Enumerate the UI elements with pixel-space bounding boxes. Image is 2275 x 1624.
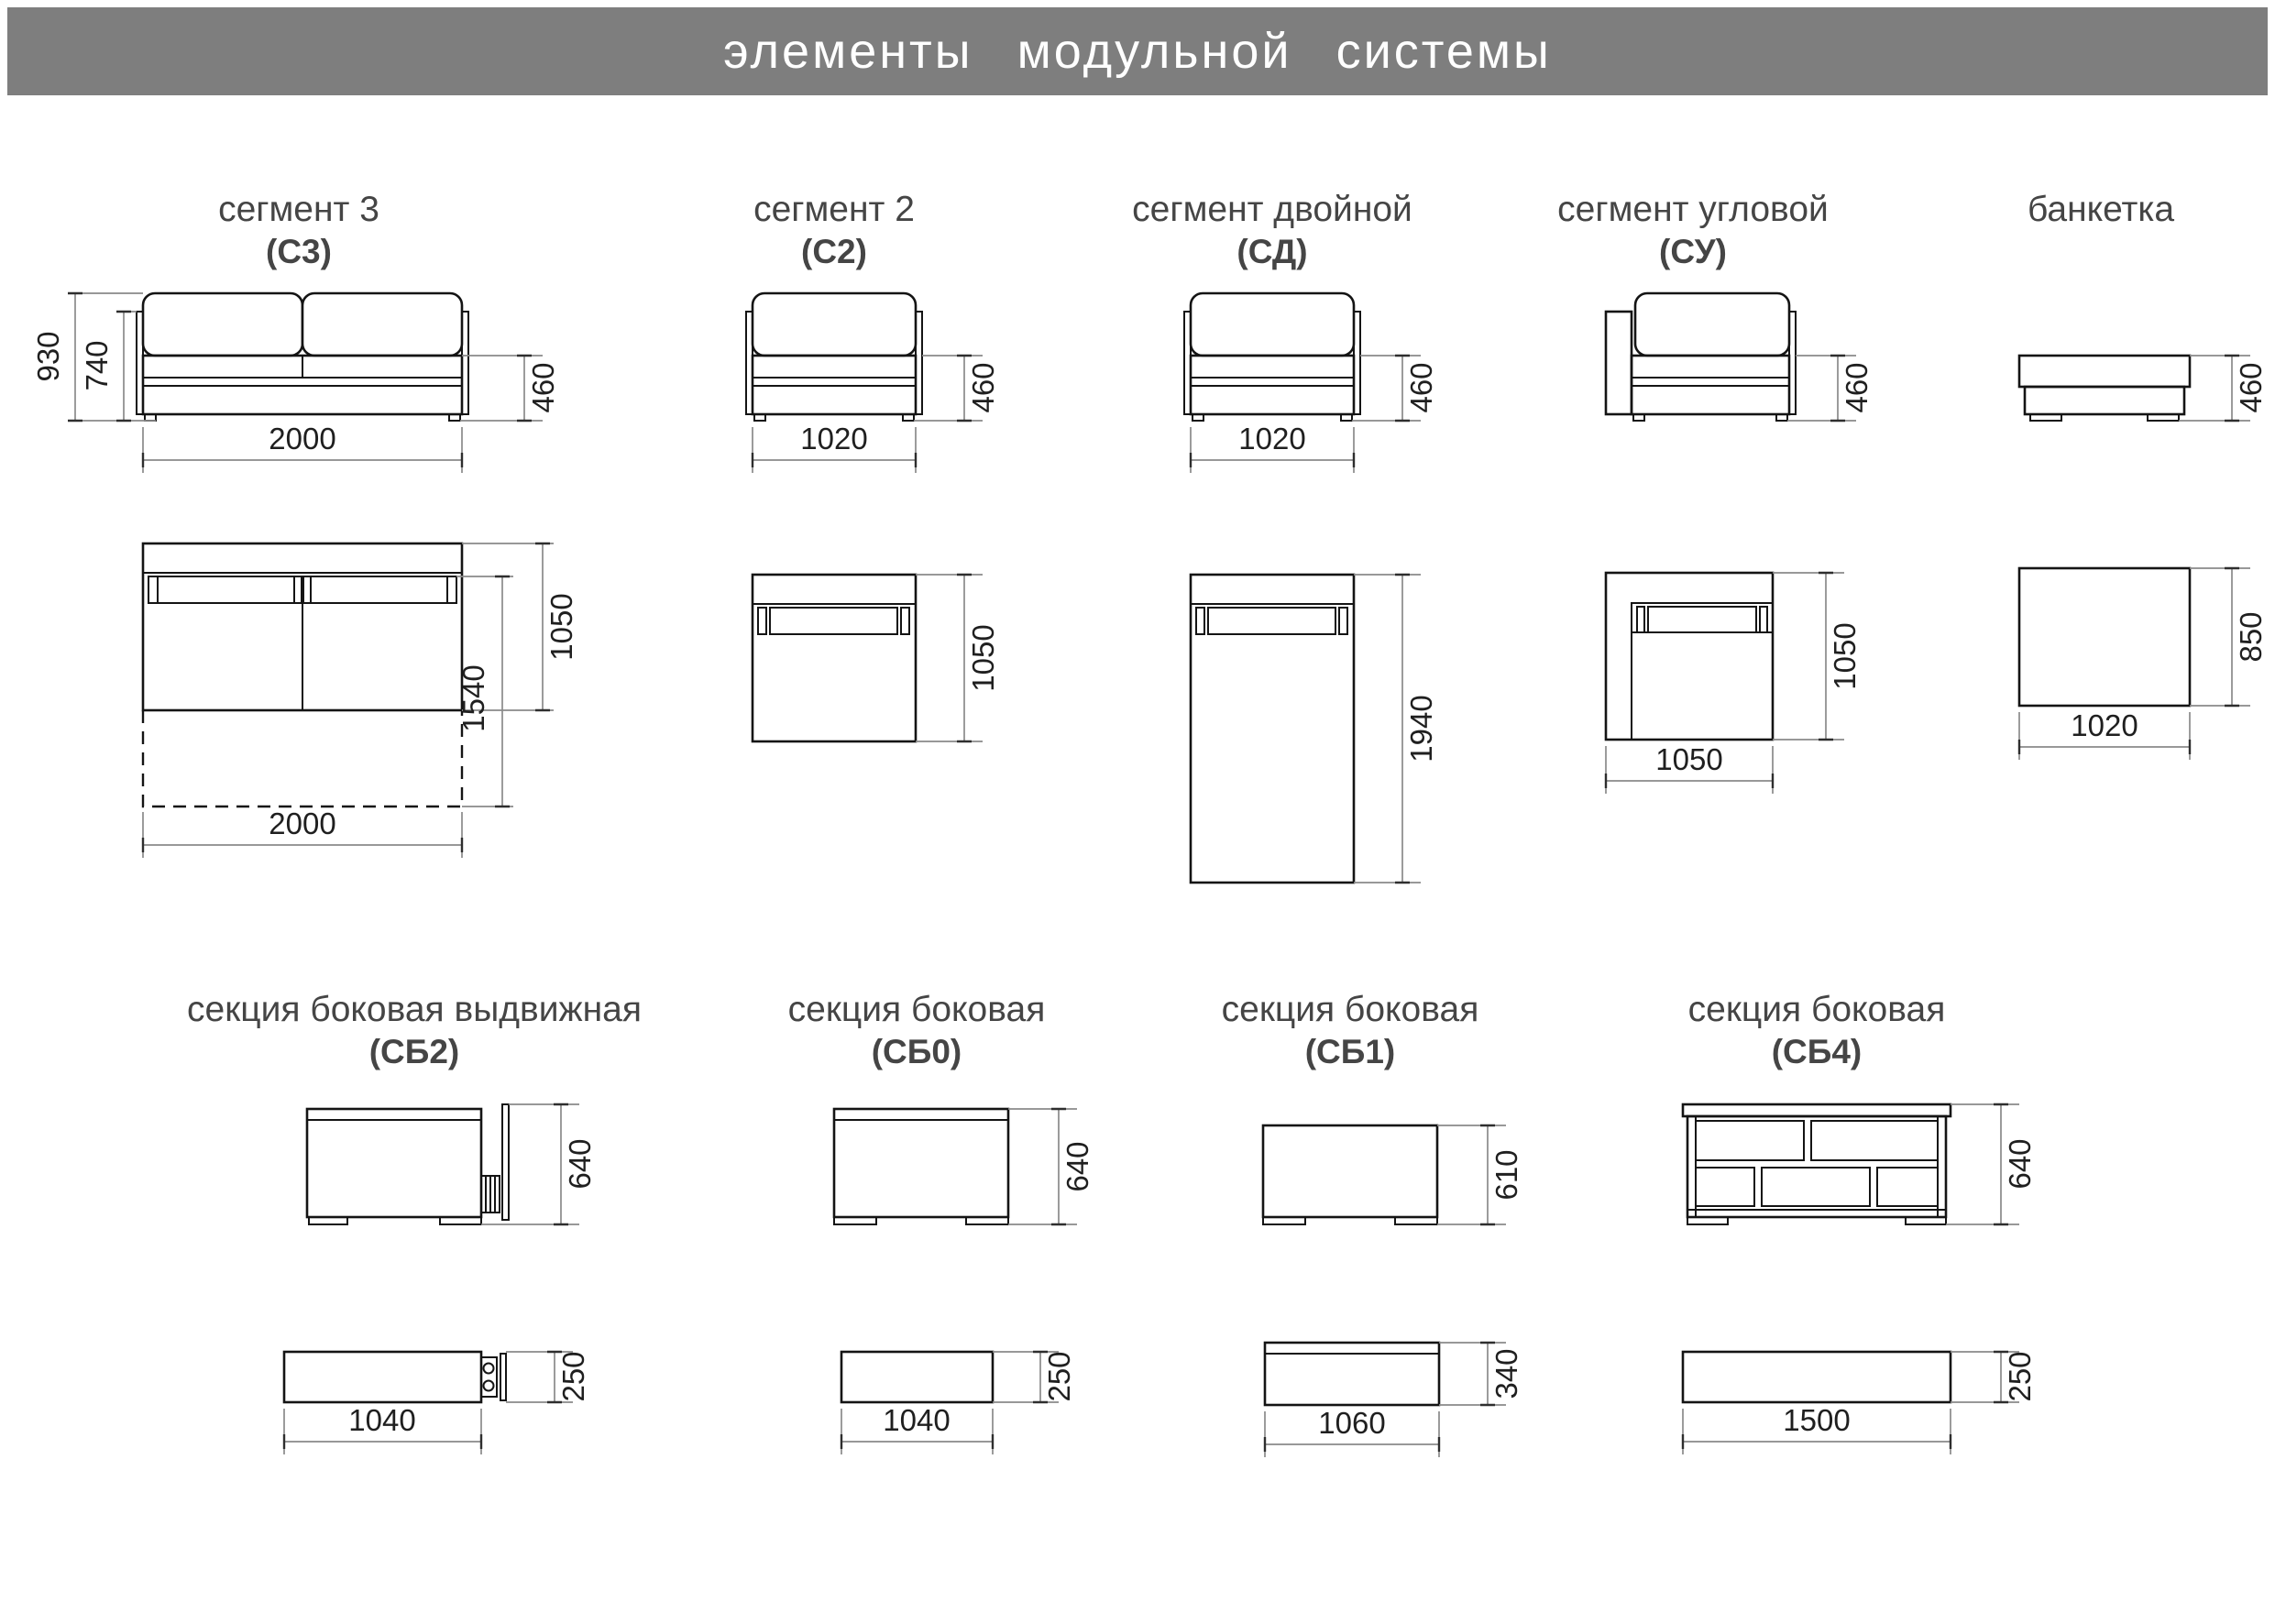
dim-label: 2000 (269, 422, 336, 455)
sofa-top-drawing (1191, 575, 1354, 883)
dim-seat-height (914, 356, 1000, 421)
dim-height (1946, 1104, 2037, 1224)
dim-label: 640 (563, 1138, 597, 1190)
top-view-segment-3 (37, 530, 605, 869)
dim-width (1683, 1403, 1951, 1454)
module-name: банкетка (2027, 190, 2175, 229)
bench-drawing (2019, 356, 2190, 421)
top-view-section-sb1 (1190, 1329, 1593, 1476)
cabinet-top-drawing (841, 1352, 993, 1402)
front-view-banquette (1966, 275, 2275, 486)
dim-depth (916, 575, 1000, 741)
dim-seat-height (460, 356, 560, 421)
title-segment-2 (577, 188, 1091, 272)
top-view-segment-corner (1549, 559, 1897, 861)
dim-depth (1354, 575, 1438, 883)
sofa-drawing (1606, 293, 1796, 421)
shelf-unit-drawing (1683, 1104, 1951, 1224)
module-name: секция боковая выдвижная (187, 990, 642, 1029)
module-name: секция боковая (1687, 990, 1946, 1029)
module-name: сегмент 3 (218, 190, 379, 229)
dim-label: 850 (2234, 611, 2268, 663)
dim-width (1191, 422, 1354, 473)
dim-width (841, 1403, 993, 1454)
sofa-drawing (137, 293, 468, 421)
dim-label: 250 (2003, 1351, 2037, 1402)
hinge-hole (484, 1381, 494, 1391)
dim-width (143, 422, 462, 473)
dim-height (481, 1104, 597, 1224)
title-segment-3 (42, 188, 555, 272)
dim-label: 460 (966, 362, 1000, 413)
dim-seat-height (1352, 356, 1438, 421)
dim-label: 930 (31, 331, 65, 382)
dim-label: 460 (1840, 362, 1874, 413)
side-panel (502, 1104, 509, 1220)
dim-width (1265, 1406, 1439, 1457)
sofa-drawing (746, 293, 922, 421)
front-view-segment-2 (660, 275, 1008, 486)
dim-label: 1050 (1655, 742, 1723, 776)
corner-panel (1606, 312, 1632, 414)
cabinet-drawing (1263, 1125, 1437, 1224)
dim-label: 460 (526, 362, 560, 413)
cabinet-top-drawing (1265, 1343, 1439, 1405)
dim-label: 640 (2003, 1138, 2037, 1190)
dim-width (753, 422, 916, 473)
dim-seat-height (2179, 356, 2268, 421)
dim-width (2019, 708, 2190, 760)
module-name: секция боковая (787, 990, 1046, 1029)
dim-label: 1540 (456, 664, 490, 732)
module-code: (СБ0) (871, 1033, 962, 1070)
dim-width (1606, 742, 1773, 794)
module-name: сегмент угловой (1557, 190, 1829, 229)
dim-label: 1940 (1404, 695, 1438, 763)
dim-depth (2190, 568, 2268, 706)
module-code: (СУ) (1659, 233, 1727, 270)
dim-label: 1040 (883, 1403, 951, 1437)
sofa-top-drawing (143, 543, 462, 807)
sofa-top-drawing (753, 575, 916, 741)
module-name: сегмент двойной (1132, 190, 1412, 229)
dim-width (284, 1403, 481, 1454)
front-view-section-sb1 (1190, 1091, 1593, 1274)
dim-label: 1020 (800, 422, 868, 455)
header-bar (7, 7, 2268, 95)
dim-label: 1050 (966, 624, 1000, 692)
module-code: (С2) (801, 233, 867, 270)
module-code: (СД) (1236, 233, 1308, 270)
sofa-top-drawing (1606, 573, 1773, 740)
dim-label: 1060 (1318, 1406, 1386, 1440)
side-panel-edge (500, 1354, 506, 1400)
title-section-sb1 (1094, 988, 1607, 1072)
dim-label: 250 (1042, 1351, 1076, 1402)
dim-height-back (80, 312, 137, 421)
dim-depth (1439, 1343, 1523, 1405)
cabinet-drawing (834, 1109, 1008, 1224)
module-code: (С3) (266, 233, 332, 270)
dim-label: 250 (556, 1351, 590, 1402)
front-view-segment-3 (31, 275, 605, 486)
dim-label: 1020 (1238, 422, 1306, 455)
dim-depth (1773, 573, 1862, 740)
top-view-section-sb4 (1639, 1333, 2097, 1471)
dim-depth (993, 1351, 1076, 1402)
shelf-unit-top-drawing (1683, 1352, 1951, 1402)
module-code: (СБ4) (1771, 1033, 1863, 1070)
top-view-section-sb0 (761, 1333, 1164, 1471)
dim-label: 1020 (2071, 708, 2138, 742)
title-section-sb4 (1560, 988, 2073, 1072)
dim-width (143, 807, 462, 858)
front-view-segment-corner (1549, 275, 1897, 486)
dim-depth (1951, 1351, 2037, 1402)
top-view-section-sb2 (202, 1333, 660, 1471)
module-code: (СБ2) (368, 1033, 460, 1070)
module-name: сегмент 2 (753, 190, 915, 229)
bench-top-drawing (2019, 568, 2190, 706)
dim-label: 460 (1404, 362, 1438, 413)
dim-height (1008, 1109, 1094, 1224)
module-code: (СБ1) (1304, 1033, 1396, 1070)
front-view-section-sb0 (761, 1091, 1164, 1274)
dim-label: 640 (1061, 1141, 1094, 1192)
front-view-segment-double (1098, 275, 1446, 486)
cabinet-top-drawing (284, 1352, 506, 1402)
pullout-bed-outline (143, 710, 462, 807)
top-view-banquette (1966, 554, 2275, 774)
cabinet-drawing (307, 1104, 509, 1224)
module-name: секция боковая (1221, 990, 1479, 1029)
front-view-section-sb2 (202, 1091, 660, 1274)
top-view-segment-2 (660, 561, 1008, 772)
dim-label: 1050 (544, 593, 578, 661)
dim-seat-height (1787, 356, 1874, 421)
dim-label: 610 (1489, 1149, 1523, 1201)
dim-height (1437, 1125, 1523, 1224)
dim-depth (506, 1351, 590, 1402)
dim-label: 740 (80, 340, 114, 391)
dim-label: 2000 (269, 807, 336, 840)
dim-label: 340 (1489, 1348, 1523, 1399)
title-section-sb2 (158, 988, 671, 1072)
dim-label: 1040 (348, 1403, 416, 1437)
page-title: элементы модульной системы (723, 24, 1552, 79)
hinge-hole (484, 1364, 494, 1374)
sofa-drawing (1184, 293, 1360, 421)
front-view-section-sb4 (1639, 1091, 2097, 1274)
dim-depth-unfolded (456, 576, 513, 807)
top-view-segment-double (1098, 561, 1446, 927)
dim-label: 1050 (1828, 622, 1862, 690)
title-banquette (1844, 188, 2275, 231)
dim-label: 460 (2234, 362, 2268, 413)
dim-label: 1500 (1783, 1403, 1851, 1437)
